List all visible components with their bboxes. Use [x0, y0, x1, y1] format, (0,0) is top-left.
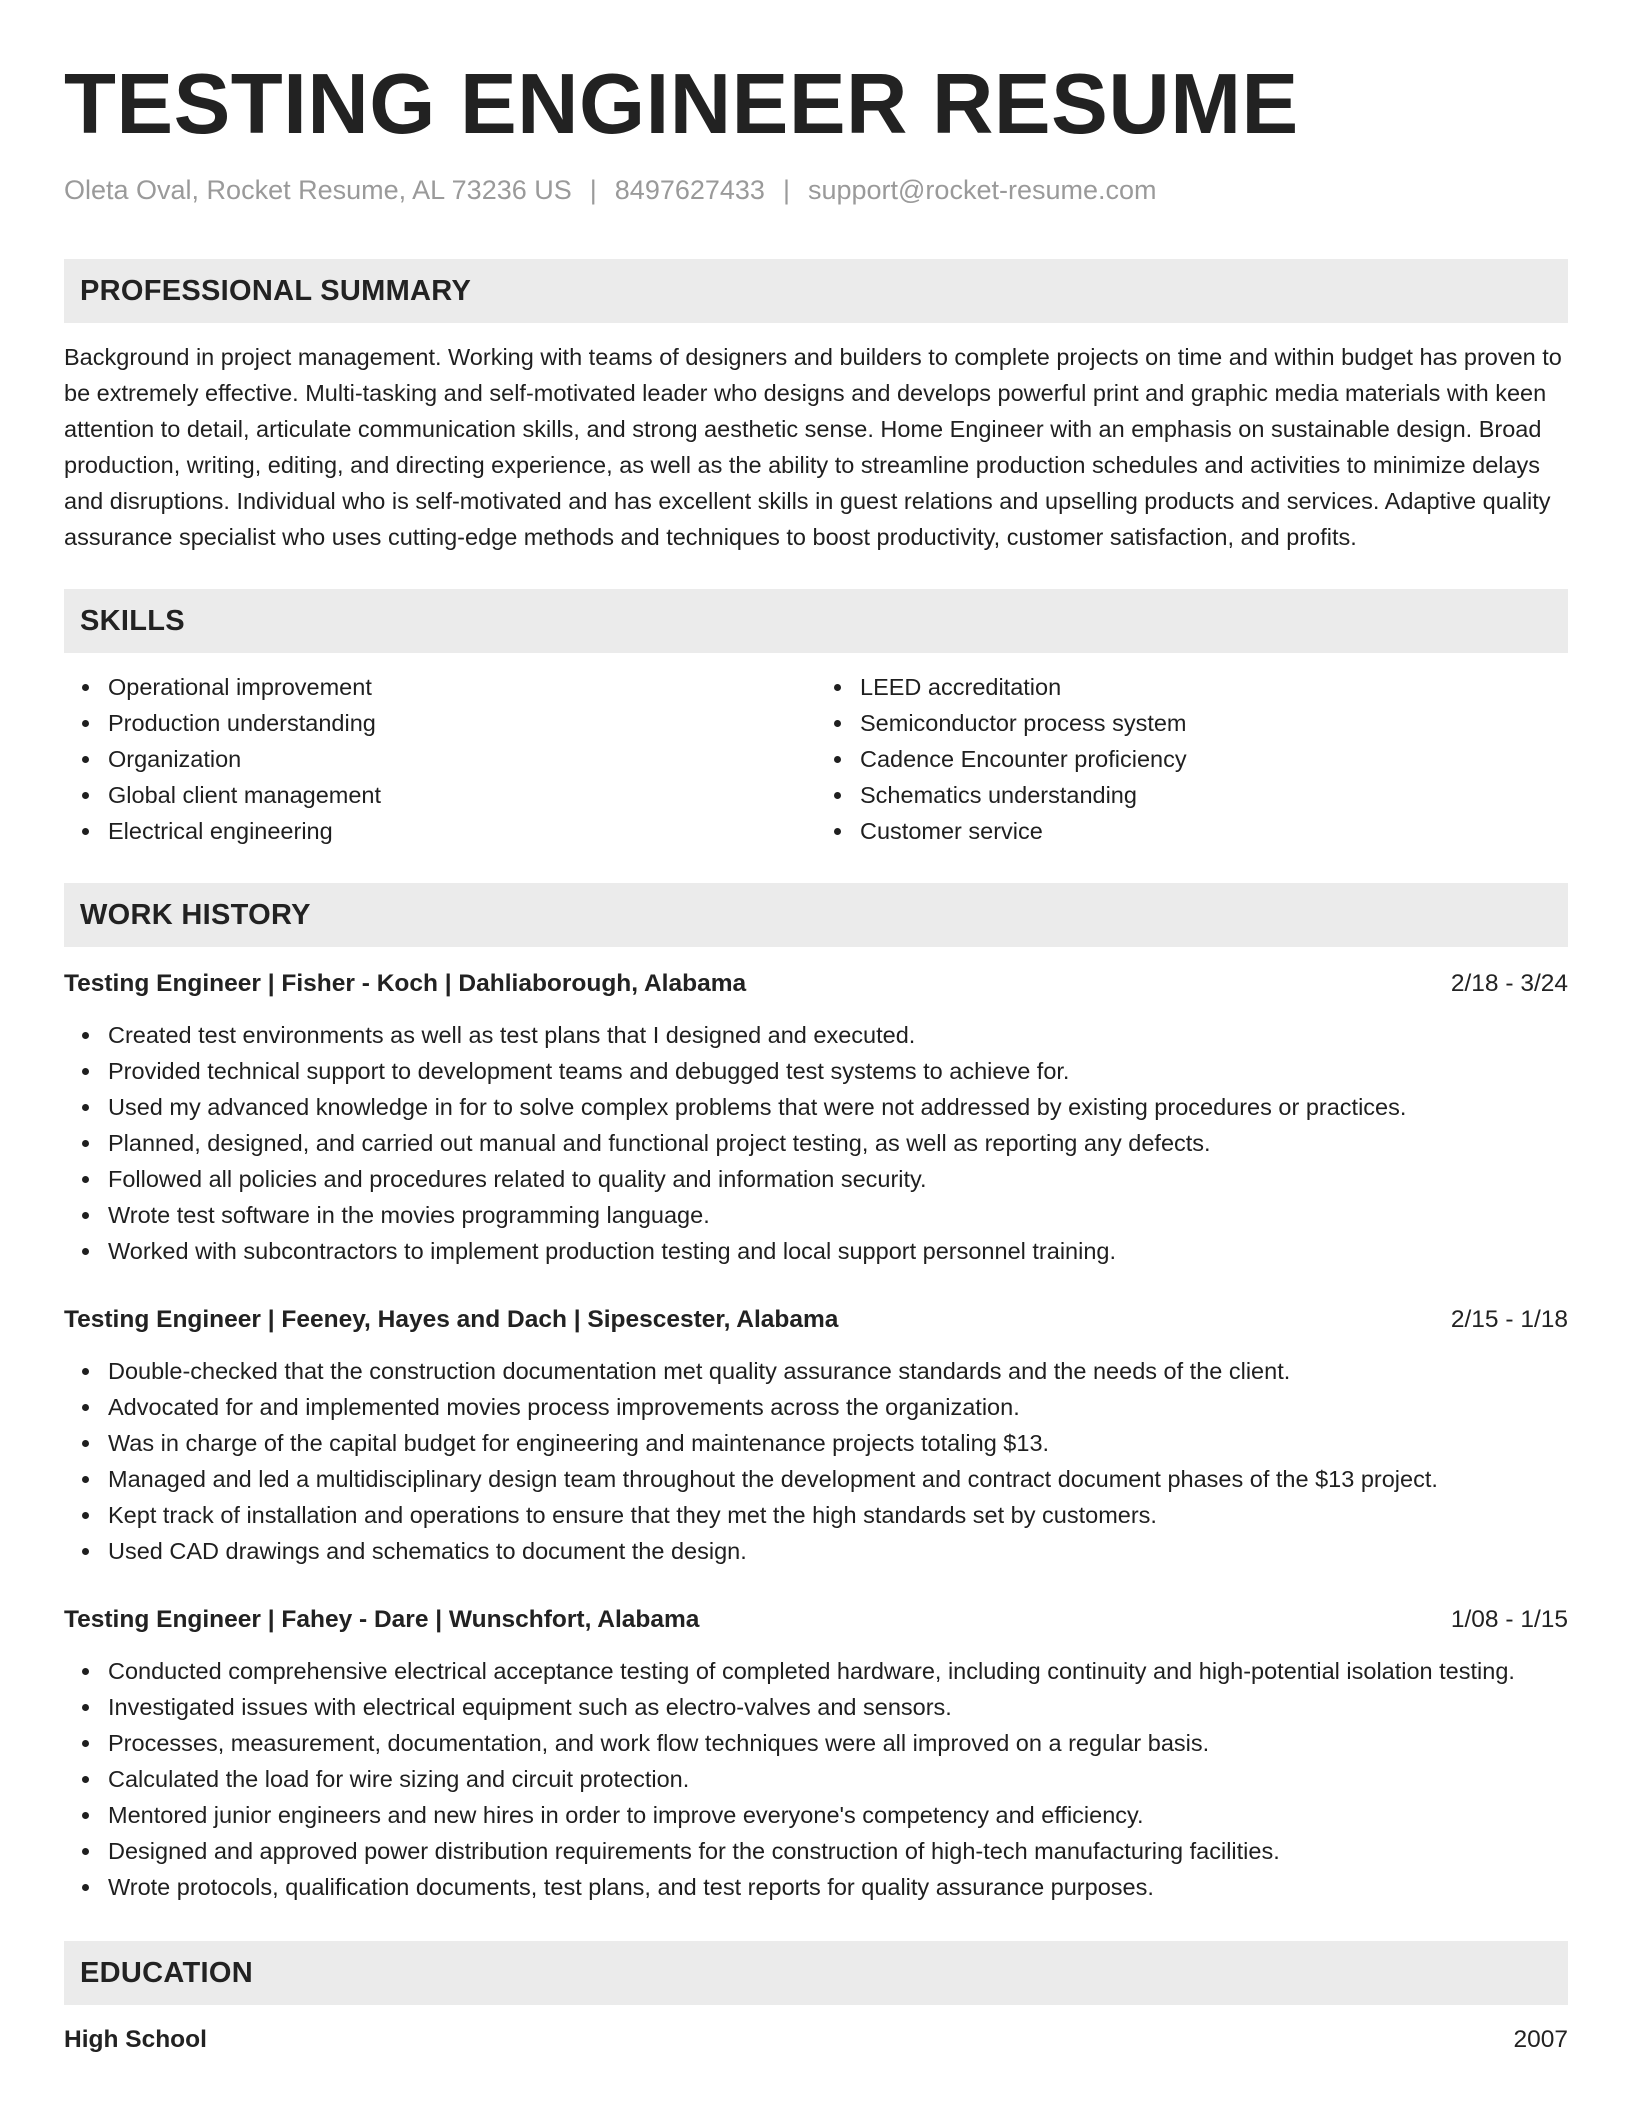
job-bullet: Conducted comprehensive electrical acceptance testing of completed hardware, including continuity and high-potential isolation testing. [108, 1653, 1568, 1689]
skill-item: Global client management [108, 777, 816, 813]
job-bullet: Calculated the load for wire sizing and circuit protection. [108, 1761, 1568, 1797]
job-bullet: Wrote test software in the movies programming language. [108, 1197, 1568, 1233]
job-bullets [64, 1353, 1568, 1569]
job-header [64, 1603, 1568, 1637]
job-header [64, 1303, 1568, 1337]
skill-item: Semiconductor process system [860, 705, 1568, 741]
skill-item: Electrical engineering [108, 813, 816, 849]
section-header-skills: SKILLS [64, 589, 1568, 653]
job-header [64, 967, 1568, 1001]
job-dates: 2/15 - 1/18 [1450, 1306, 1568, 1333]
skill-item: Customer service [860, 813, 1568, 849]
job-bullet: Managed and led a multidisciplinary design team throughout the development and contract document phases of the $13 project. [108, 1461, 1568, 1497]
contact-line [64, 173, 1568, 207]
job-bullet: Advocated for and implemented movies process improvements across the organization. [108, 1389, 1568, 1425]
section-header-work-history: WORK HISTORY [64, 883, 1568, 947]
job-bullet: Provided technical support to development teams and debugged test systems to achieve for. [108, 1053, 1568, 1089]
skill-item: LEED accreditation [860, 669, 1568, 705]
job-bullet: Planned, designed, and carried out manual and functional project testing, as well as reporting any defects. [108, 1125, 1568, 1161]
job-bullet: Used my advanced knowledge in for to solve complex problems that were not addressed by existing procedures or practices. [108, 1089, 1568, 1125]
job-bullet: Mentored junior engineers and new hires in order to improve everyone's competency and efficiency. [108, 1797, 1568, 1833]
skill-item: Operational improvement [108, 669, 816, 705]
job-dates: 1/08 - 1/15 [1450, 1606, 1568, 1633]
skill-item: Production understanding [108, 705, 816, 741]
contact-email: support@rocket-resume.com [807, 175, 1157, 205]
resume-title: TESTING ENGINEER RESUME [64, 57, 1299, 152]
job-title: Testing Engineer | Feeney, Hayes and Dach | Sipescester, Alabama [64, 1306, 839, 1333]
contact-separator: | [782, 175, 790, 205]
job-bullet: Investigated issues with electrical equipment such as electro-valves and sensors. [108, 1689, 1568, 1725]
job-bullet: Used CAD drawings and schematics to document the design. [108, 1533, 1568, 1569]
skill-item: Schematics understanding [860, 777, 1568, 813]
job-bullets [64, 1653, 1568, 1905]
contact-address: Oleta Oval, Rocket Resume, AL 73236 US [64, 175, 572, 205]
job-bullet: Processes, measurement, documentation, and work flow techniques were all improved on a regular basis. [108, 1725, 1568, 1761]
education-entry [64, 2023, 1568, 2057]
job-bullet: Created test environments as well as test plans that I designed and executed. [108, 1017, 1568, 1053]
job-entry [64, 1303, 1568, 1569]
skills-list-right [816, 669, 1568, 849]
contact-separator: | [589, 175, 597, 205]
section-header-summary: PROFESSIONAL SUMMARY [64, 259, 1568, 323]
skills-list-left [64, 669, 816, 849]
job-bullet: Worked with subcontractors to implement production testing and local support personnel training. [108, 1233, 1568, 1269]
skills-grid [64, 669, 1568, 849]
education-school: High School [64, 2026, 207, 2053]
job-bullet: Followed all policies and procedures related to quality and information security. [108, 1161, 1568, 1197]
section-header-education: EDUCATION [64, 1941, 1568, 2005]
skill-item: Cadence Encounter proficiency [860, 741, 1568, 777]
job-dates: 2/18 - 3/24 [1450, 970, 1568, 997]
education-year: 2007 [1513, 2026, 1568, 2053]
job-bullet: Designed and approved power distribution requirements for the construction of high-tech manufacturing facilities. [108, 1833, 1568, 1869]
job-bullet: Wrote protocols, qualification documents, test plans, and test reports for quality assurance purposes. [108, 1869, 1568, 1905]
job-bullet: Kept track of installation and operations to ensure that they met the high standards set by customers. [108, 1497, 1568, 1533]
job-bullets [64, 1017, 1568, 1269]
job-entry [64, 967, 1568, 1269]
job-title: Testing Engineer | Fisher - Koch | Dahliaborough, Alabama [64, 970, 747, 997]
contact-phone: 8497627433 [614, 175, 765, 205]
skill-item: Organization [108, 741, 816, 777]
job-bullet: Was in charge of the capital budget for engineering and maintenance projects totaling $13. [108, 1425, 1568, 1461]
job-title: Testing Engineer | Fahey - Dare | Wunschfort, Alabama [64, 1606, 700, 1633]
job-entry [64, 1603, 1568, 1905]
summary-text: Background in project management. Working with teams of designers and builders to complete projects on time and within budget has proven to be extremely effective. Multi-tasking and self-motivated leader who designs and develops powerful print and graphic media materials with keen attention to detail, articulate communication skills, and strong aesthetic sense. Home Engineer with an emphasis on sustainable design. Broad production, writing, editing, and directing experience, as well as the ability to streamline production schedules and activities to minimize delays and disruptions. Individual who is self-motivated and has excellent skills in guest relations and upselling products and services. Adaptive quality assurance specialist who uses cutting-edge methods and techniques to boost productivity, customer satisfaction, and profits. [64, 344, 1562, 550]
job-bullet: Double-checked that the construction documentation met quality assurance standards and the needs of the client. [108, 1353, 1568, 1389]
